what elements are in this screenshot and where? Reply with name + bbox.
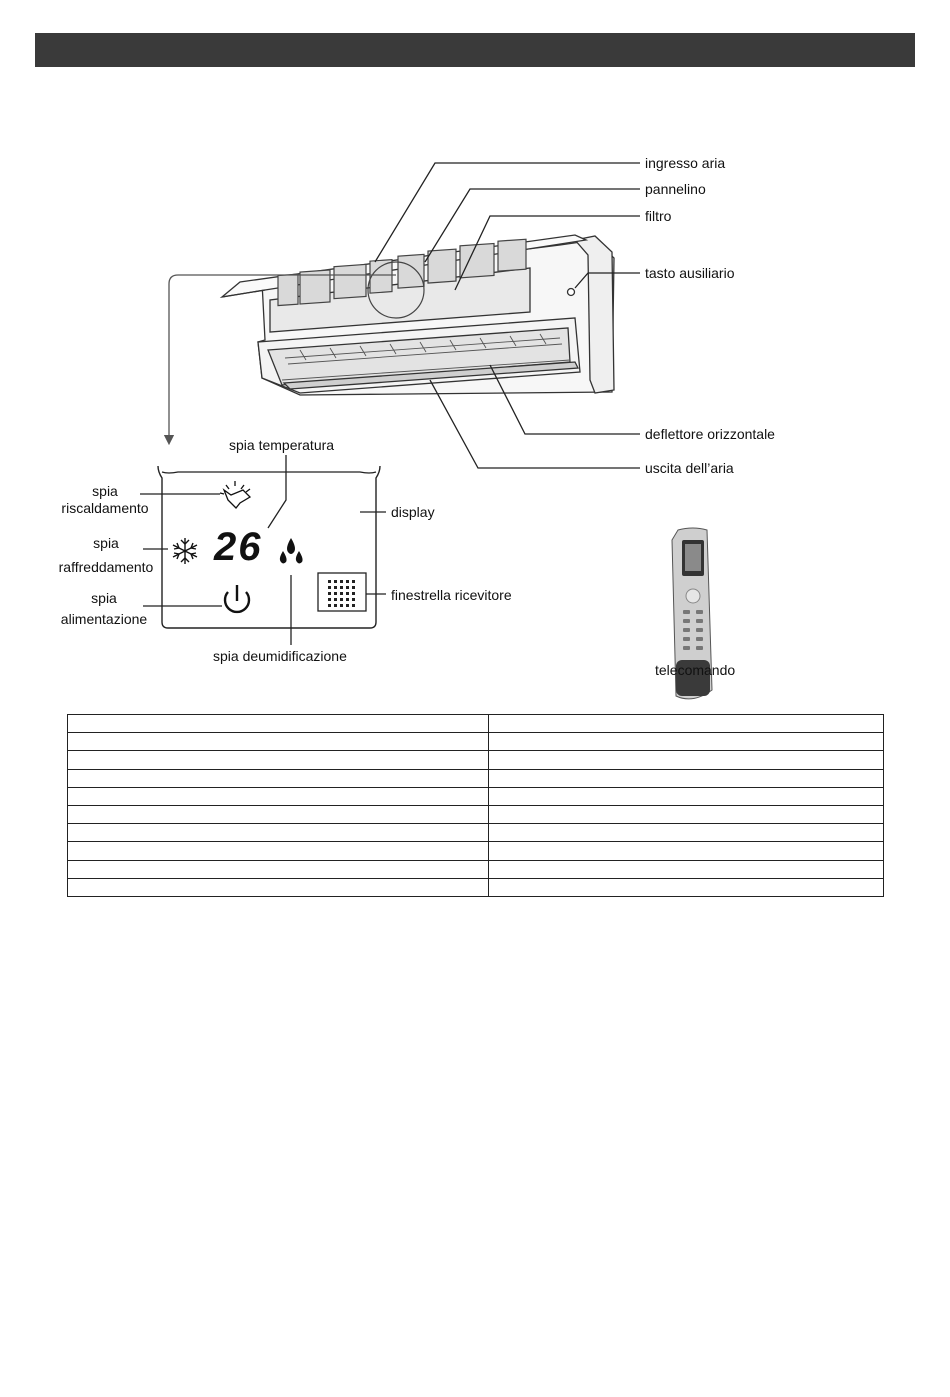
table-cell <box>489 860 884 878</box>
table-row <box>68 769 884 787</box>
table-cell <box>489 787 884 805</box>
table-cell <box>489 842 884 860</box>
table-row <box>68 842 884 860</box>
table-row <box>68 733 884 751</box>
table-row <box>68 715 884 733</box>
table-cell <box>68 824 489 842</box>
table-cell <box>489 751 884 769</box>
table-cell <box>68 751 489 769</box>
table-cell <box>489 733 884 751</box>
table-row <box>68 787 884 805</box>
table-cell <box>68 787 489 805</box>
indoor-unit <box>222 235 614 395</box>
receiver-window <box>318 573 366 611</box>
temperature-readout: 26 <box>214 525 263 569</box>
table-cell <box>68 842 489 860</box>
label-pannelino: pannelino <box>645 181 706 197</box>
table-cell <box>489 878 884 896</box>
table-row <box>68 860 884 878</box>
table-cell <box>68 769 489 787</box>
table-cell <box>489 824 884 842</box>
table-cell <box>68 715 489 733</box>
label-spia-alimentazione: spia alimentazione <box>60 590 148 627</box>
table-row <box>68 751 884 769</box>
label-tasto-ausiliario: tasto ausiliario <box>645 265 735 281</box>
label-ingresso-aria: ingresso aria <box>645 155 726 171</box>
table-cell <box>68 878 489 896</box>
label-spia-temperatura: spia temperatura <box>229 437 335 453</box>
table-cell <box>489 769 884 787</box>
label-display: display <box>391 504 435 520</box>
table-cell <box>68 733 489 751</box>
parts-table <box>67 714 884 897</box>
label-filtro: filtro <box>645 208 672 224</box>
label-spia-deumidificazione: spia deumidificazione <box>213 648 347 664</box>
label-spia-raffreddamento: spia raffreddamento <box>58 535 154 575</box>
table-cell <box>489 715 884 733</box>
display-panel <box>140 455 386 645</box>
table-row <box>68 824 884 842</box>
label-telecomando: telecomando <box>655 662 736 678</box>
label-finestrella-ricevitore: finestrella ricevitore <box>391 587 512 603</box>
label-deflettore-orizzontale: deflettore orizzontale <box>645 426 775 442</box>
table-cell <box>489 805 884 823</box>
table-row <box>68 878 884 896</box>
table-row <box>68 805 884 823</box>
table-cell <box>68 805 489 823</box>
label-uscita-aria: uscita dell’aria <box>645 460 734 476</box>
label-spia-riscaldamento: spia riscaldamento <box>61 483 149 516</box>
table-cell <box>68 860 489 878</box>
